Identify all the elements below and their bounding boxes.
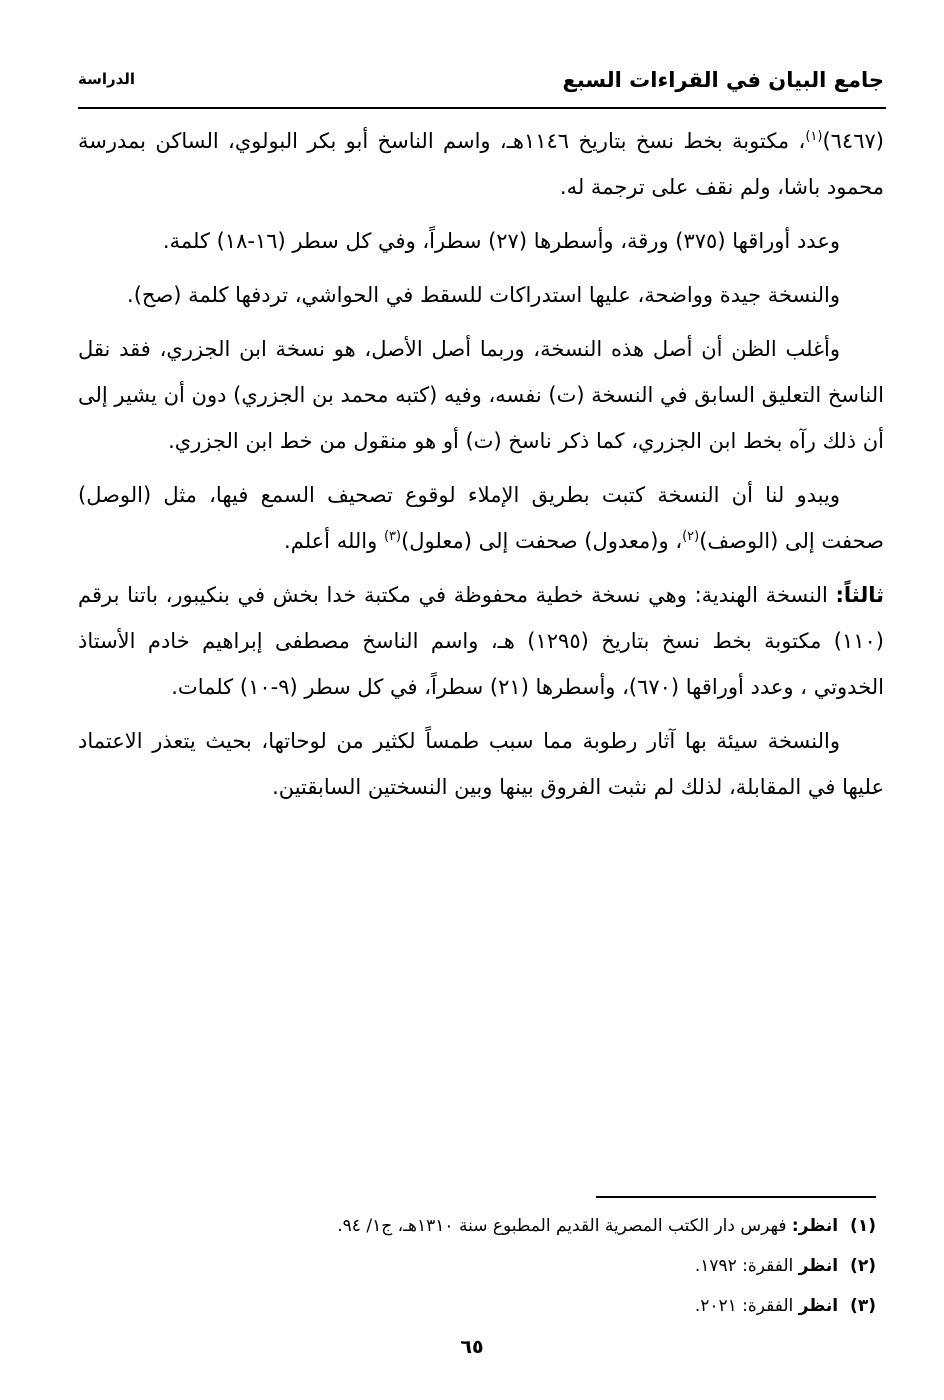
paragraph-4: وأغلب الظن أن أصل هذه النسخة، وربما أصل الأصل، هو نسخة ابن الجزري، فقد نقل الناسخ التعليق السابق في النسخة (ت) نفسه، وفيه (كتبه محمد بن الجزري) دون أن يشير إلى أن ذلك رآه بخط ابن الجزري، كما ذكر ناسخ (ت) أو هو منقول من خط ابن الجزري.: [78, 337, 884, 453]
paragraph-1-rest: ، مكتوبة بخط نسخ بتاريخ ١١٤٦هـ، واسم الناسخ أبو بكر البولوي، الساكن بمدرسة محمود باشا، ولم نقف على ترجمة له.: [78, 129, 884, 199]
footnote-marker-1: (١): [805, 129, 823, 144]
footnote-number: (٣): [850, 1296, 876, 1316]
footnote-marker-2: (٢): [682, 529, 700, 544]
paragraph-5-part-2: ، و(معدول) صحفت إلى (معلول): [401, 529, 683, 553]
footnote-lead: انظر: [798, 1256, 839, 1276]
footnotes: [150, 1206, 876, 1326]
footnote-1: [150, 1206, 876, 1246]
section-title: الدراسة: [78, 70, 136, 88]
running-header: [78, 64, 884, 104]
paragraph-6-text: النسخة الهندية: وهي نسخة خطية محفوظة في مكتبة خدا بخش في بنكيبور، باتنا برقم (١١٠) مكتوبة بخط نسخ بتاريخ (١٢٩٥) هـ، واسم الناسخ مصطفى إبراهيم خادم الأستاذ الخدوتي ، وعدد أوراقها (٦٧٠)، وأسطرها (٢١) سطراً، في كل سطر (٩-١٠) كلمات.: [78, 583, 884, 699]
paragraph-1: [78, 118, 884, 210]
paragraph-2: وعدد أوراقها (٣٧٥) ورقة، وأسطرها (٢٧) سطراً، وفي كل سطر (١٦-١٨) كلمة.: [162, 229, 840, 253]
footnote-number: (١): [850, 1216, 876, 1236]
footnote-lead: انظر: [798, 1296, 839, 1316]
header-divider: [78, 107, 886, 109]
paragraph-1-start: (٦٤٦٧): [822, 129, 884, 153]
footnote-text: الفقرة: ١٧٩٢.: [694, 1256, 799, 1276]
paragraph-5: [78, 472, 884, 564]
footnote-divider: [596, 1196, 876, 1198]
page-number: ٦٥: [460, 1336, 484, 1358]
footnote-number: (٢): [850, 1256, 876, 1276]
footnote-3: [150, 1286, 876, 1326]
footnote-text: الفقرة: ٢٠٢١.: [694, 1296, 799, 1316]
footnote-text: فهرس دار الكتب المصرية القديم المطبوع سنة ١٣١٠هـ، ج١/ ٩٤.: [337, 1216, 792, 1236]
paragraph-3: والنسخة جيدة وواضحة، عليها استدراكات للسقط في الحواشي، تردفها كلمة (صح).: [127, 283, 840, 307]
paragraph-7: والنسخة سيئة بها آثار رطوبة مما سبب طمساً لكثير من لوحاتها، بحيث يتعذر الاعتماد عليها في المقابلة، لذلك لم نثبت الفروق بينها وبين النسختين السابقتين.: [78, 729, 884, 799]
paragraph-5-part-1: ويبدو لنا أن النسخة كتبت بطريق الإملاء لوقوع تصحيف السمع فيها، مثل (الوصل) صحفت إلى (الوصف): [78, 483, 884, 553]
paragraph-6: [78, 572, 884, 710]
paragraph-5-part-3: والله أعلم.: [284, 529, 384, 553]
footnote-2: [150, 1246, 876, 1286]
book-title: جامع البيان في القراءات السبع: [562, 68, 884, 92]
footnote-marker-3: (٣): [383, 529, 402, 544]
footnote-lead: انظر:: [791, 1216, 839, 1236]
body-text: [78, 118, 884, 818]
section-lead: ثالثاً:: [835, 583, 884, 607]
